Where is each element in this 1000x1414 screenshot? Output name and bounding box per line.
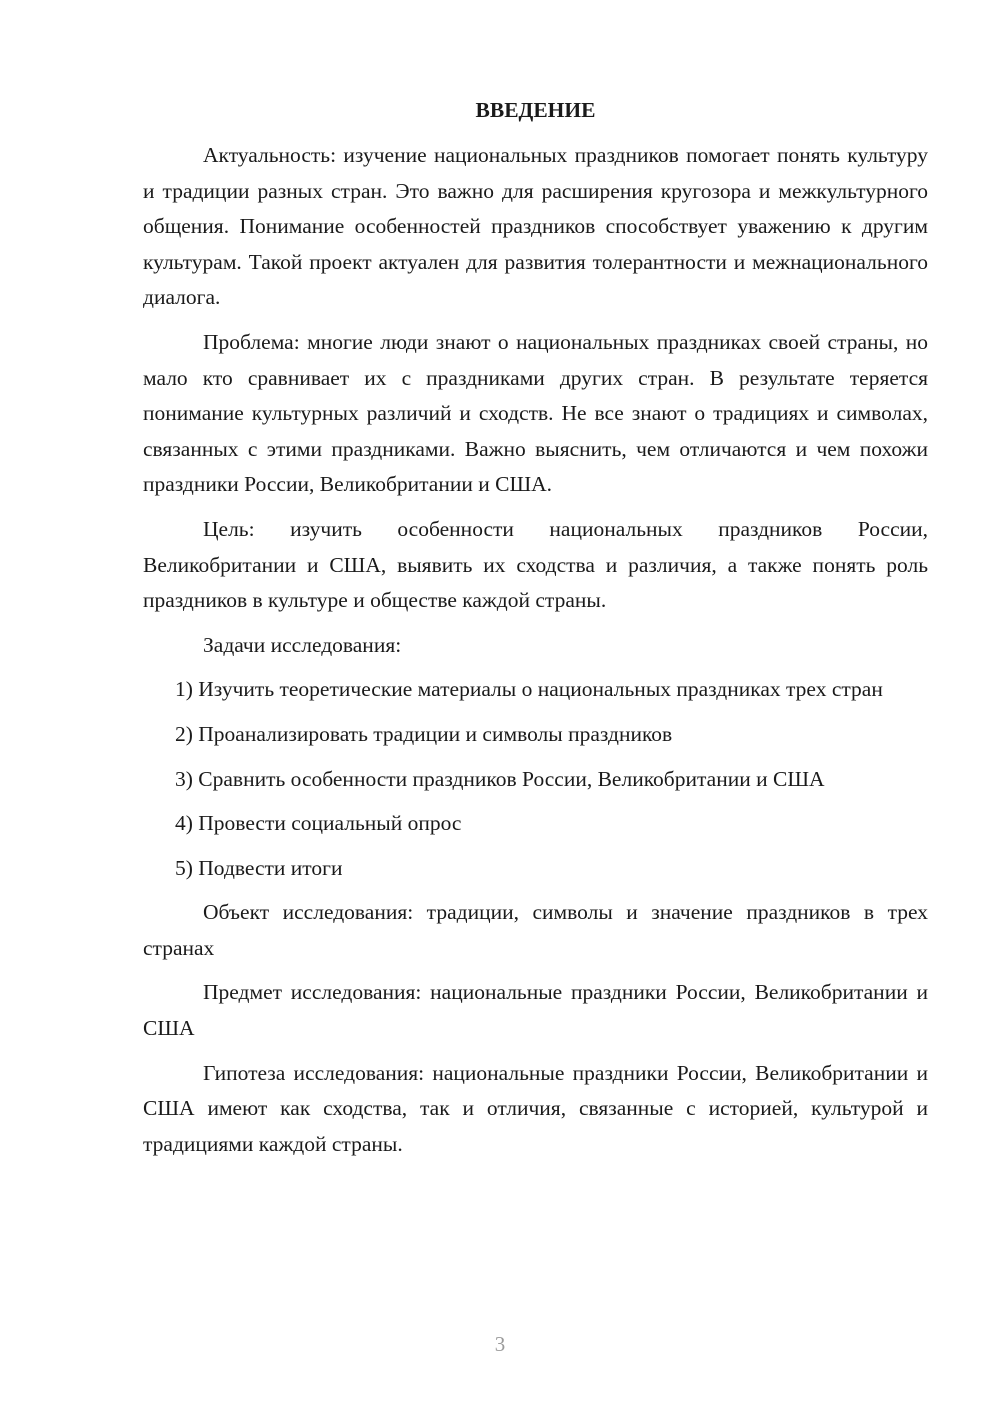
document-body bbox=[143, 92, 928, 1171]
problem-paragraph: Проблема: многие люди знают о национальных праздниках своей страны, но мало кто сравнивает их с праздниками других стран. В результате теряется понимание культурных различий и сходств. Не все знают о традициях и символах, связанных с этими праздниками. Важно выяснить, чем отличаются и чем похожи праздники России, Великобритании и США. bbox=[143, 329, 928, 497]
task-item-3: 3) Сравнить особенности праздников России, Великобритании и США bbox=[175, 766, 825, 791]
hypothesis-paragraph: Гипотеза исследования: национальные праздники России, Великобритании и США имеют как сходства, так и отличия, связанные с историей, культурой и традициями каждой страны. bbox=[143, 1060, 928, 1156]
relevance-paragraph: Актуальность: изучение национальных праздников помогает понять культуру и традиции разных стран. Это важно для расширения кругозора и межкультурного общения. Понимание особенностей праздников способствует уважению к другим культурам. Такой проект актуален для развития толерантности и межнационального диалога. bbox=[143, 143, 928, 310]
task-item-5: 5) Подвести итоги bbox=[175, 855, 343, 880]
page-number: 3 bbox=[494, 1332, 506, 1356]
tasks-heading: Задачи исследования: bbox=[203, 632, 402, 657]
goal-paragraph: Цель: изучить особенности национальных праздников России, Великобритании и США, выявить их сходства и различия, а также понять роль праздников в культуре и обществе каждой страны. bbox=[143, 516, 928, 613]
task-item-2: 2) Проанализировать традиции и символы праздников bbox=[175, 721, 673, 746]
subject-paragraph: Предмет исследования: национальные праздники России, Великобритании и США bbox=[143, 980, 928, 1041]
task-item-4: 4) Провести социальный опрос bbox=[175, 811, 462, 836]
object-paragraph: Объект исследования: традиции, символы и значение праздников в трех странах bbox=[143, 900, 928, 960]
task-item-1: 1) Изучить теоретические материалы о национальных праздниках трех стран bbox=[175, 677, 883, 702]
page-title: ВВЕДЕНИЕ bbox=[475, 98, 596, 122]
